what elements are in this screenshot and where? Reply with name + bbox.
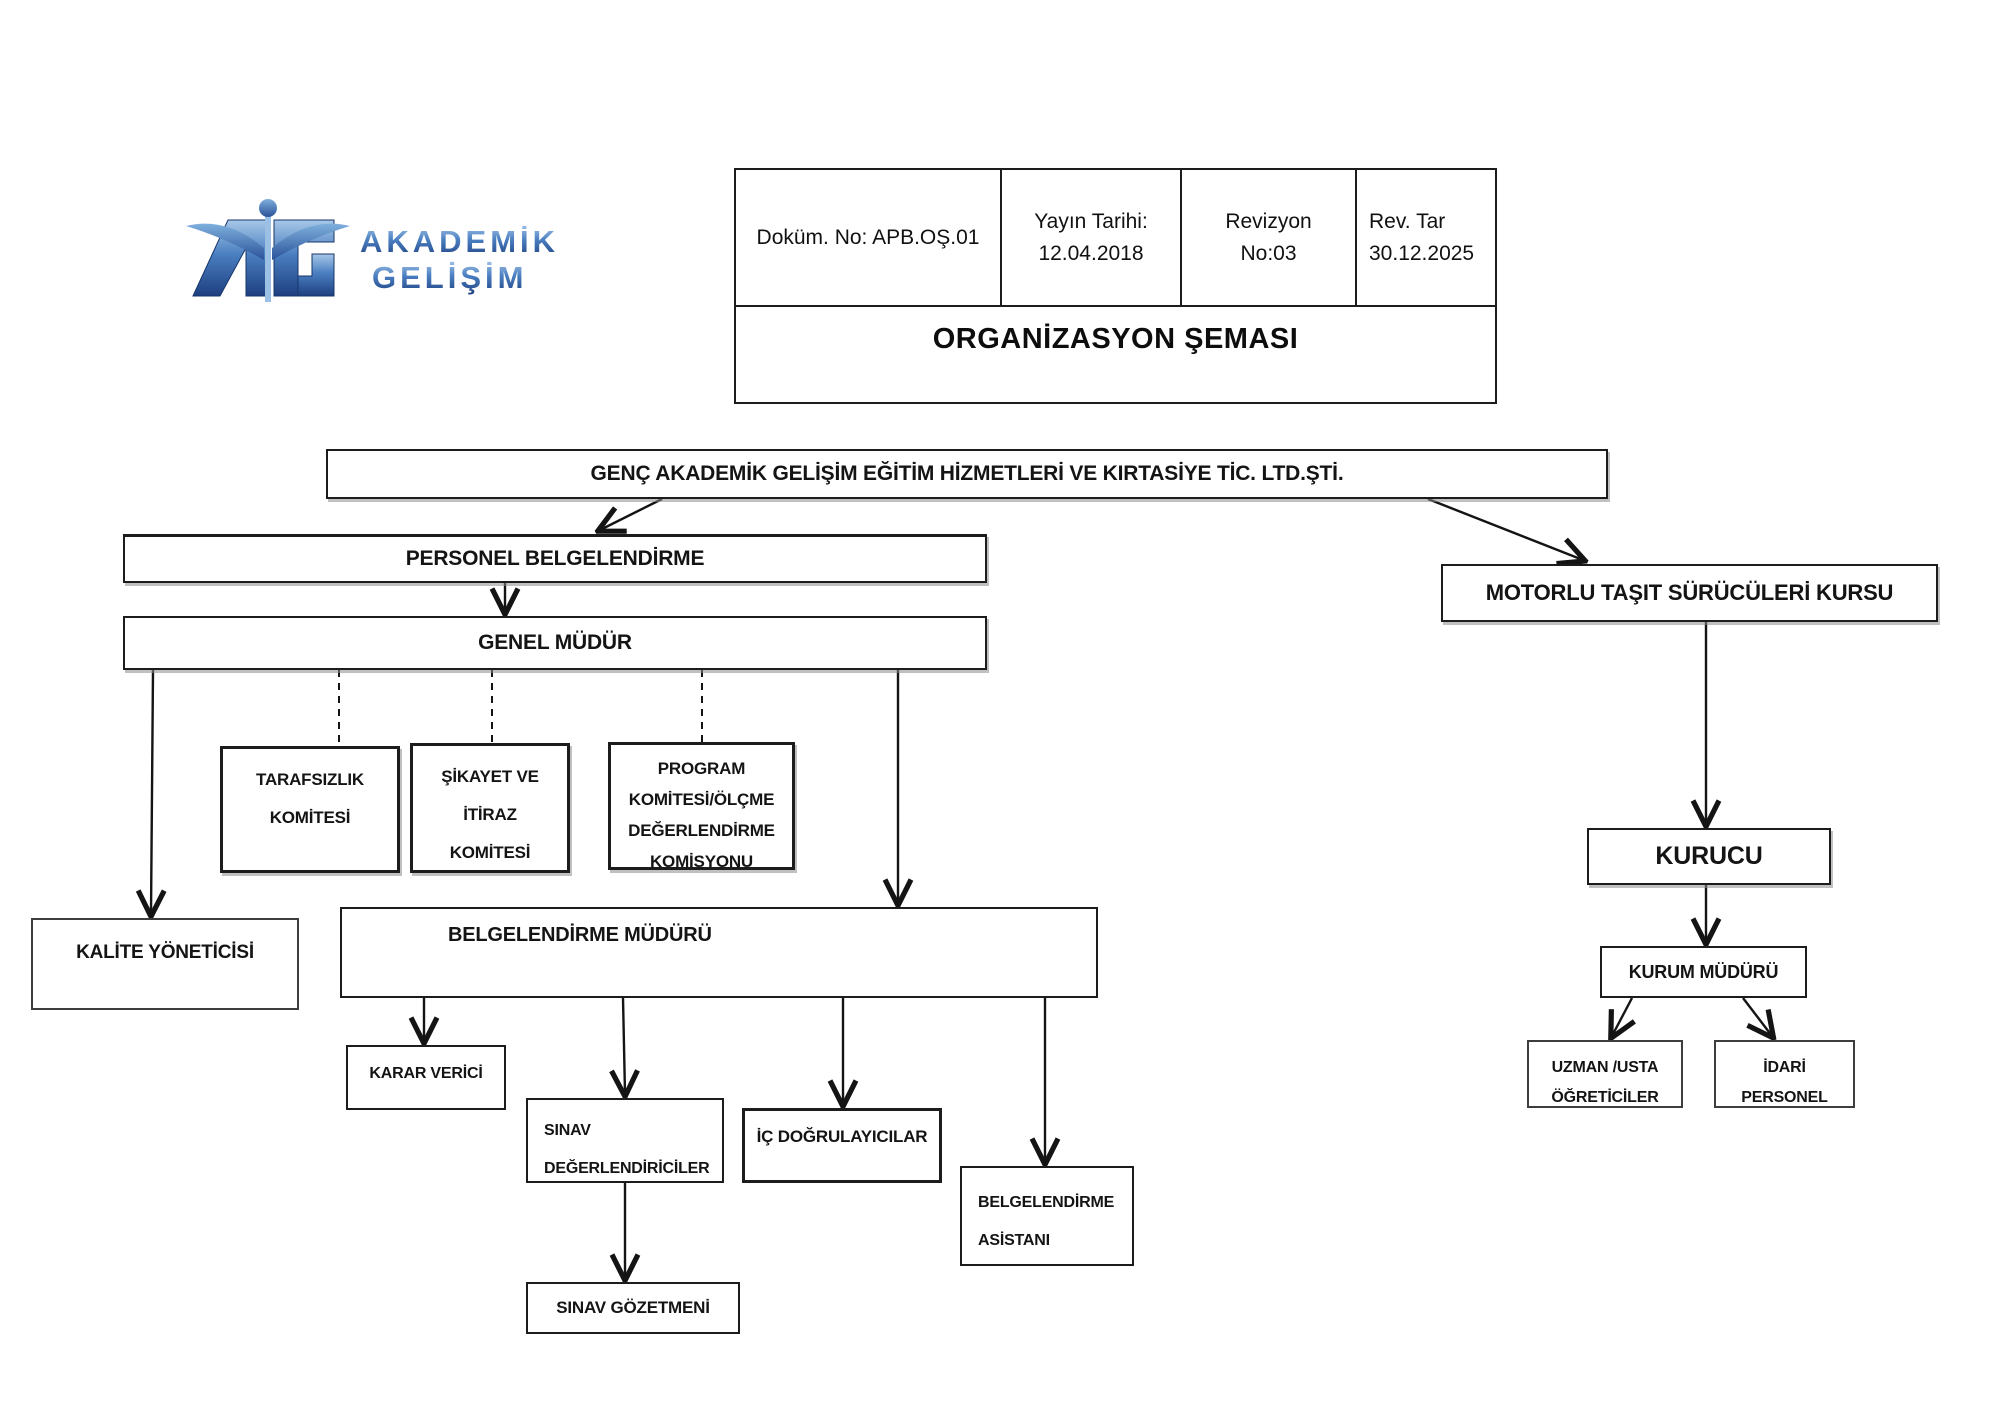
node-tarafsizlik-label [256, 761, 364, 837]
sinavdeg-line2: DEĞERLENDİRİCİLER [544, 1160, 710, 1177]
sikayet-line1: ŞİKAYET VE İTİRAZ [441, 767, 539, 824]
node-uzman-label [1551, 1053, 1658, 1113]
node-kurucu-label: KURUCU [1655, 842, 1763, 870]
akademik-gelisim-logo [148, 196, 578, 306]
edge-kurum-idari [1743, 998, 1772, 1036]
node-kurucu [1587, 828, 1831, 885]
uzman-line1: UZMAN /USTA [1551, 1059, 1659, 1076]
node-personel-label: PERSONEL BELGELENDİRME [405, 547, 705, 570]
program-line2: KOMİTESİ/ÖLÇME [628, 790, 775, 809]
node-icdogru-label: İÇ DOĞRULAYICILAR [756, 1127, 928, 1146]
revision-date-label: Rev. Tar [1369, 210, 1446, 233]
node-idari-label [1741, 1053, 1827, 1113]
node-kurum-label: KURUM MÜDÜRÜ [1628, 961, 1779, 982]
document-header-table [734, 168, 1497, 404]
publish-date-cell [1000, 170, 1180, 305]
node-company-label: GENÇ AKADEMİK GELİŞİM EĞİTİM HİZMETLERİ VE KIRTASİYE TİC. LTD.ŞTİ. [590, 462, 1344, 485]
document-title-row [736, 305, 1495, 402]
idari-line2: PERSONEL [1741, 1089, 1828, 1106]
node-sikayet-itiraz-komitesi [410, 743, 570, 873]
revision-no-cell [1180, 170, 1355, 305]
node-sikayet-label [413, 758, 567, 872]
node-uzman-usta-ogreticiler [1527, 1040, 1683, 1108]
node-sinav-gozetmeni [526, 1282, 740, 1334]
logo-text-akademik: AKADEMİK [360, 224, 560, 259]
node-ic-dogrulayicilar [742, 1108, 942, 1183]
node-kalite-label: KALİTE YÖNETİCİSİ [76, 942, 254, 963]
node-belgelendirme-muduru [340, 907, 1098, 998]
node-sinavgoz-label: SINAV GÖZETMENİ [556, 1298, 710, 1317]
tarafsizlik-line2: KOMİTESİ [269, 808, 351, 827]
edge-company-personel [600, 499, 662, 530]
edge-kurum-uzman [1612, 998, 1632, 1036]
program-line4: KOMİSYONU [649, 852, 754, 871]
document-number: Doküm. No: APB.OŞ.01 [756, 225, 980, 249]
node-program-komitesi [608, 742, 795, 870]
publish-date-label: Yayın Tarihi: [1034, 210, 1148, 233]
tarafsizlik-line1: TARAFSIZLIK [256, 770, 364, 789]
node-idari-personel [1714, 1040, 1855, 1108]
node-kalite-yoneticisi [31, 918, 299, 1010]
node-tarafsizlik-komitesi [220, 746, 400, 873]
sikayet-line2: KOMİTESİ [449, 843, 531, 862]
revision-label: Revizyon [1225, 210, 1312, 233]
node-kurum-muduru [1600, 946, 1807, 998]
belgasist-line1: BELGELENDİRME [978, 1194, 1115, 1211]
sinavdeg-line1: SINAV [544, 1122, 591, 1139]
page-title: ORGANİZASYON ŞEMASI [932, 323, 1299, 355]
node-personel-belgelendirme [123, 534, 987, 583]
document-number-cell [736, 170, 1000, 305]
node-genel-mudur [123, 616, 987, 670]
document-meta-row [736, 170, 1495, 305]
node-karar-label: KARAR VERİCİ [369, 1065, 483, 1082]
publish-date-value: 12.04.2018 [1038, 241, 1144, 265]
edge-company-motorlu [1428, 499, 1583, 560]
node-sinav-degerlendiriciler [526, 1098, 724, 1183]
program-line1: PROGRAM [657, 759, 746, 778]
revision-date-value: 30.12.2025 [1369, 241, 1475, 265]
idari-line1: İDARİ [1763, 1059, 1806, 1076]
node-motorlu-label: MOTORLU TAŞIT SÜRÜCÜLERİ KURSU [1485, 580, 1894, 605]
logo-text-gelisim: GELİŞİM [372, 260, 528, 295]
uzman-line2: ÖĞRETİCİLER [1551, 1089, 1659, 1106]
node-program-label [628, 753, 775, 877]
node-company [326, 449, 1608, 499]
node-belgelendirme-asistani [960, 1166, 1134, 1266]
node-motorlu-tasit-kursu [1441, 564, 1938, 622]
edge-genel-kalite [151, 670, 153, 914]
revision-date-cell [1355, 170, 1495, 305]
edge-belgmudur-sinavdeg [623, 998, 625, 1094]
program-line3: DEĞERLENDİRME [628, 821, 775, 840]
belgasist-line2: ASİSTANI [978, 1232, 1050, 1249]
node-karar-verici [346, 1045, 506, 1110]
revision-value: No:03 [1240, 241, 1297, 265]
node-belgmudur-label: BELGELENDİRME MÜDÜRÜ [448, 924, 712, 946]
node-genel-mudur-label: GENEL MÜDÜR [478, 631, 632, 654]
